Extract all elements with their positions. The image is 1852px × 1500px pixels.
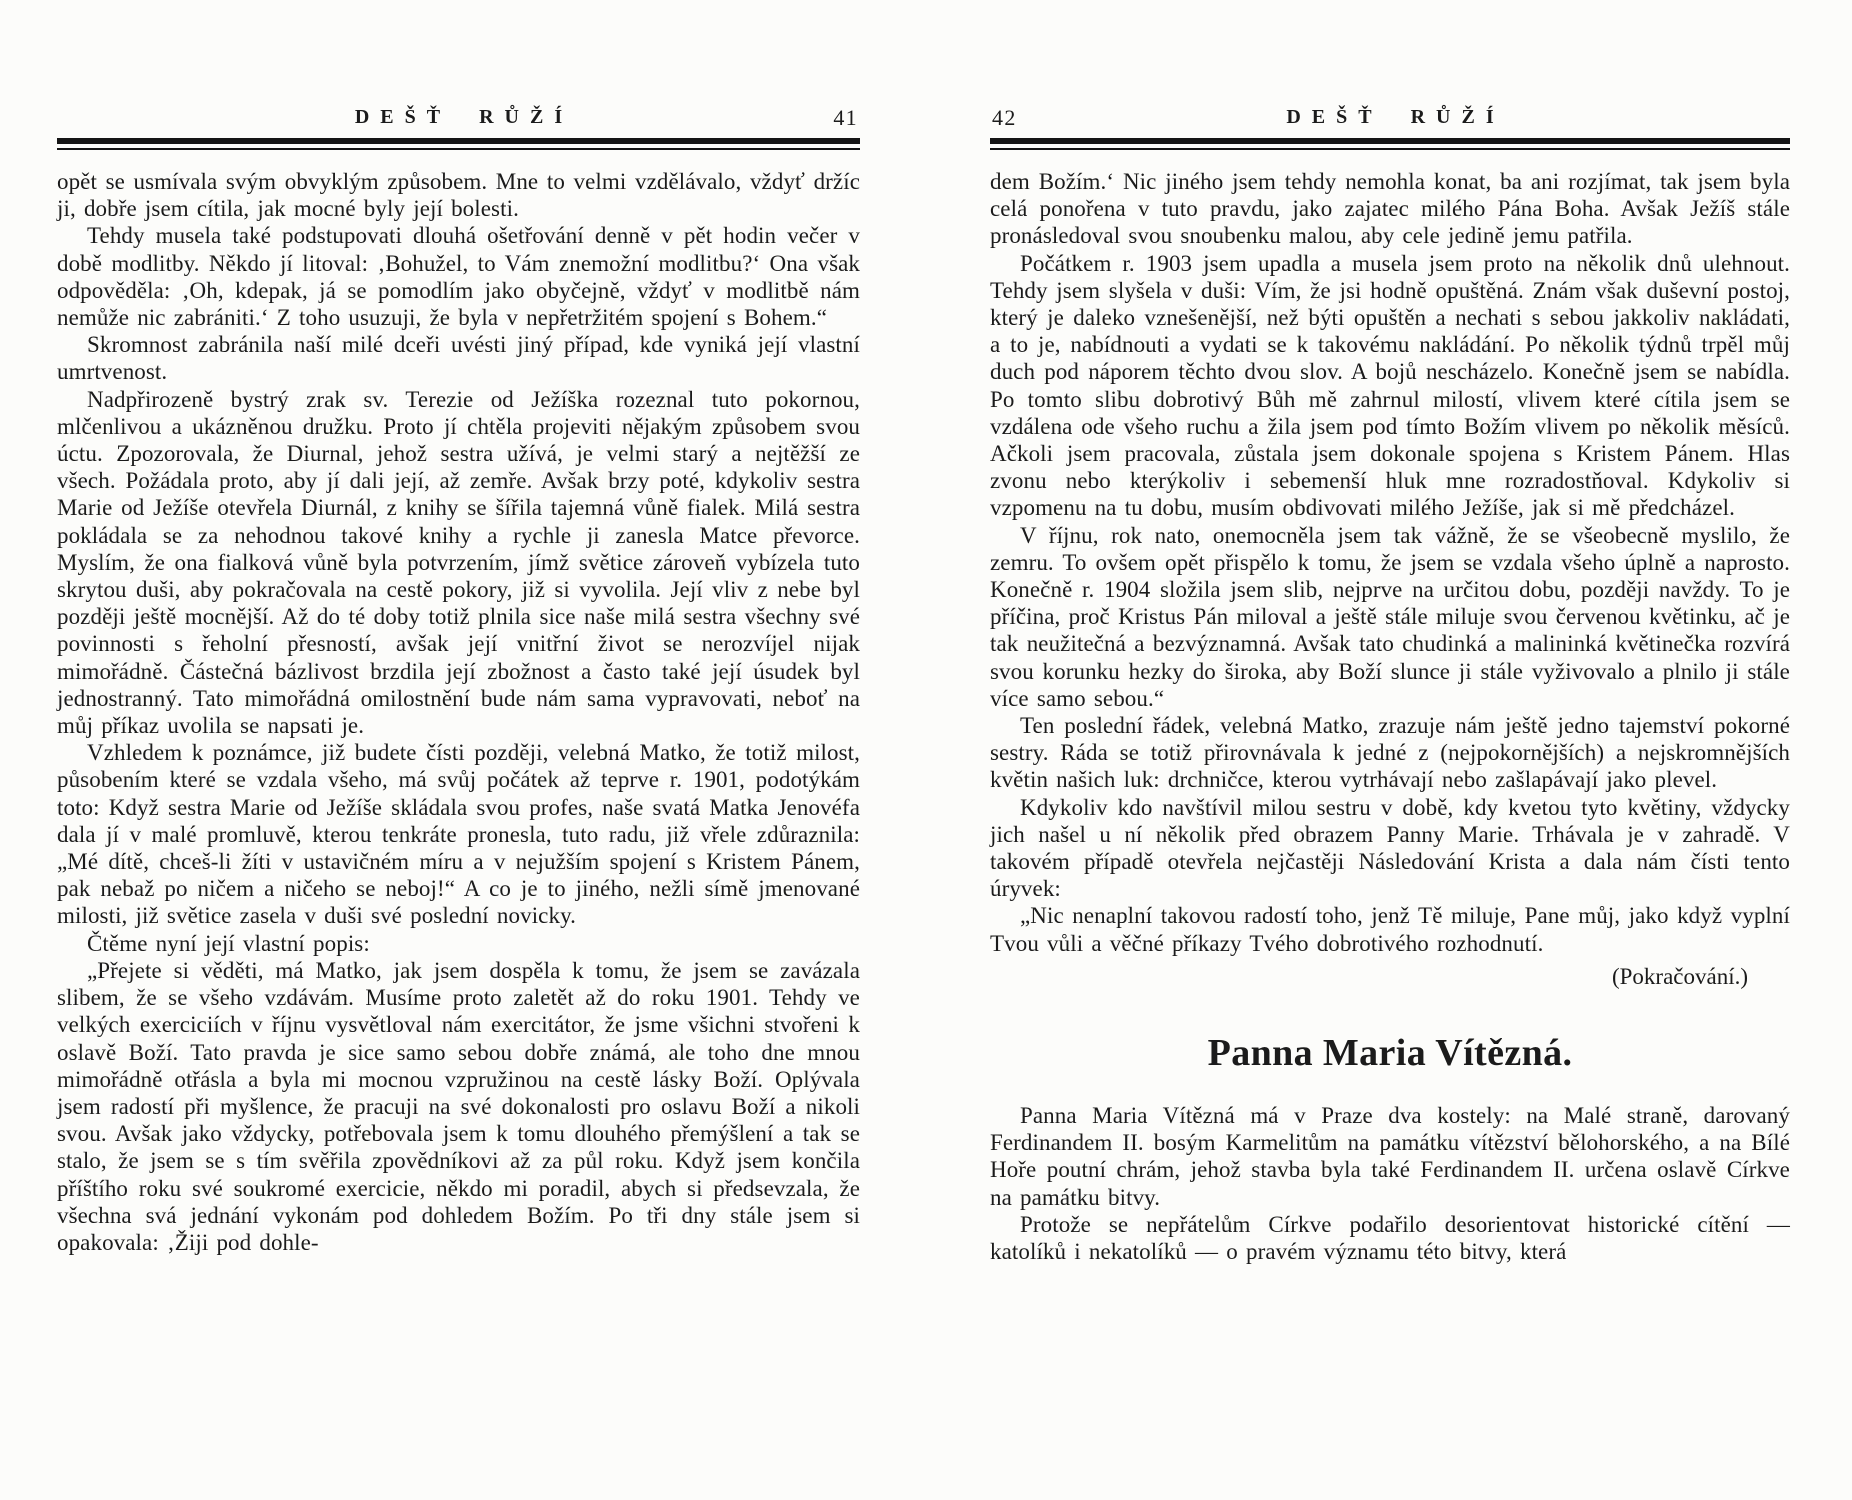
- paragraph: Skromnost zabránila naší milé dceři uvésti jiný případ, kde vyniká její vlastní umrtvenost.: [57, 332, 860, 385]
- continuation-note: (Pokračování.): [1611, 963, 1748, 989]
- page-body-left: [57, 168, 860, 1256]
- paragraph: Protože se nepřátelům Církve podařilo desorientovat historické cítění — katolíků i nekatolíků — o pravém významu této bitvy, která: [990, 1211, 1790, 1264]
- paragraph: Počátkem r. 1903 jsem upadla a musela jsem proto na několik dnů ulehnout. Tehdy jsem slyšela v duši: Vím, že jsi hodně opuštěná. Znám však duševní postoj, který je daleko vznešenější, než býti opuštěn a nechati s sebou jakkoliv nakládati, a to je, nabídnouti a vydati se k takovému nakládání. Po několik týdnů trpěl můj duch pod náporem těchto dvou slov. A bojů nescházelo. Konečně jsem se nabídla. Po tomto slibu dobrotivý Bůh mě zahrnul milostí, vlivem které cítila jsem se vzdálena ode všeho ruchu a žila jsem pod tímto Božím vlivem po několik měsíců. Ačkoli jsem pracovala, zůstala jsem dokonale spojena s Kristem Pánem. Hlas zvonu nebo kterýkoliv i sebemenší hluk mne rozradostňoval. Kdykoliv si vzpomenu na tu dobu, musím obdivovati milého Ježíše, jak si mě předcházel.: [990, 250, 1790, 521]
- page-number-42: 42: [992, 105, 1017, 130]
- paragraph: Čtěme nyní její vlastní popis:: [87, 930, 370, 956]
- running-title-left: DEŠŤ RŮŽÍ: [354, 106, 574, 128]
- page-42: [990, 104, 1790, 1265]
- paragraph: Ten poslední řádek, velebná Matko, zrazuje nám ještě jedno tajemství pokorné sestry. Ráda se totiž přirovnávala k jedné z (nejpokornějších) a nejskromnějších květin našich luk: drchničce, kterou vytrhávají nebo zašlapávají jako plevel.: [990, 713, 1790, 793]
- paragraph: Nadpřirozeně bystrý zrak sv. Terezie od Ježíška rozeznal tuto pokornou, mlčenlivou a ukázněnou družku. Proto jí chtěla projeviti nějakým způsobem svou úctu. Zpozorovala, že Diurnal, jehož sestra užívá, je velmi starý a nejtěžší ze všech. Požádala proto, aby jí dali její, až zemře. Avšak brzy poté, kdykoliv sestra Marie od Ježíše otevřela Diurnál, z knihy se šířila tajemná vůně fialek. Milá sestra pokládala se za nehodnou takové knihy a rychle ji zanesla Matce převorce. Myslím, že ona fialková vůně byla potvrzením, jímž světice zároveň vybízela tuto skrytou duši, aby pokračovala na cestě pokory, již si vyvolila. Její vliv z nebe byl později ještě mocnější. Až do té doby totiž plnila sice naše milá sestra všechny své povinnosti s řeholní přesností, avšak její vnitřní život se nerozvíjel nijak mimořádně. Částečná bázlivost brzdila její zbožnost a často také její úsudek byl jednostranný. Tato mimořádná omilostnění bude nám sama vypravovati, neboť na můj příkaz uvolila se napsati je.: [57, 386, 860, 739]
- paragraph: opět se usmívala svým obvyklým způsobem. Mne to velmi vzdělávalo, vždyť držíc ji, dobře jsem cítila, jak mocné byly její bolesti.: [57, 169, 860, 222]
- running-title-right: DEŠŤ RŮŽÍ: [1286, 106, 1505, 128]
- paragraph: Vzhledem k poznámce, již budete čísti později, velebná Matko, že totiž milost, působením které se vzdala všeho, má svůj počátek až teprve r. 1901, podotýkám toto: Když sestra Marie od Ježíše skládala svou profes, naše svatá Matka Jenovéfa dala jí v malé promluvě, kterou tenkráte pronesla, tuto radu, již vřele zdůraznila: „Mé dítě, chceš-li žíti v ustavičném míru a v nejužším spojení s Kristem Pánem, pak nebaž po ničem a ničeho se neboj!“ A co je to jiného, nežli símě jmenované milosti, již světice zasela v duši své poslední novicky.: [57, 740, 860, 929]
- paragraph: Tehdy musela také podstupovati dlouhá ošetřování denně v pět hodin večer v době modlitby. Někdo jí litoval: ‚Bohužel, to Vám znemožní modlitbu?‘ Ona však odpověděla: ‚Oh, kdepak, já se pomodlím jako obyčejně, vždyť v modlitbě nám nemůže nic zabrániti.‘ Z toho usuzuji, že byla v nepřetržitém spojení s Bohem.“: [57, 223, 860, 331]
- header-rule-left: [57, 138, 860, 150]
- section-body: [990, 1102, 1790, 1265]
- header-rule-right: [990, 138, 1790, 150]
- page-header-right: [990, 104, 1790, 156]
- section-heading: Panna Maria Vítězná.: [1207, 1031, 1573, 1074]
- paragraph: Panna Maria Vítězná má v Praze dva kostely: na Malé straně, darovaný Ferdinandem II. bosým Karmelitům na památku vítězství bělohorského, a na Bílé Hoře poutní chrám, jehož stavba byla také Ferdinandem II. určena oslavě Církve na památku bitvy.: [990, 1102, 1790, 1210]
- paragraph: Kdykoliv kdo navštívil milou sestru v době, kdy kvetou tyto květiny, vždycky jich našel u ní několik před obrazem Panny Marie. Trhávala je v zahradě. V takovém případě otevřela nejčastěji Následování Krista a dala nám čísti tento úryvek:: [990, 794, 1790, 902]
- page-body-right: [990, 168, 1790, 957]
- paragraph: V říjnu, rok nato, onemocněla jsem tak vážně, že se všeobecně myslilo, že zemru. To ovšem opět přispělo k tomu, že jsem se vzdala všeho úplně a naprosto. Konečně r. 1904 složila jsem slib, nejprve na určitou dobu, později navždy. To je příčina, proč Kristus Pán miloval a ještě stále miluje svou červenou květinku, ač je tak neužitečná a bezvýznamná. Avšak tato chudinká a malininká květinečka rozvírá svou korunku hezky do široka, aby Boží slunce ji stále vyživovalo a plnilo ji stále více samo sebou.“: [990, 522, 1790, 711]
- paragraph: „Přejete si věděti, má Matko, jak jsem dospěla k tomu, že jsem se zavázala slibem, že se všeho vzdávám. Musíme proto zaletět až do roku 1901. Tehdy ve velkých exerciciích v říjnu vysvětloval nám exercitátor, že jsme všichni stvořeni k oslavě Boží. Tato pravda je sice samo sebou dobře známá, ale toho dne mnou mimořádně otřásla a byla mi mocnou vzpružinou na cestě lásky Boží. Oplývala jsem radostí při myšlence, že pracuji na své dokonalosti pro oslavu Boží a nikoli svou. Avšak jako vždycky, potřebovala jsem k tomu dlouhého přemýšlení a tak se stalo, že jsem se s tím svěřila zpovědníkovi až za půl roku. Když jsem končila příštího roku své soukromé exercicie, někdo mi poradil, abych si předsevzala, že všechna svá jednání vykonám pod dohledem Božím. Po tři dny stále jsem si opakovala: ‚Žiji pod dohle-: [57, 957, 860, 1255]
- page-number-41: 41: [833, 105, 858, 130]
- page-41: [57, 104, 860, 1256]
- page-header-left: [57, 104, 860, 156]
- paragraph: dem Božím.‘ Nic jiného jsem tehdy nemohla konat, ba ani rozjímat, tak jsem byla celá ponořena v tuto pravdu, jako zajatec milého Pána Boha. Avšak Ježíš stále pronásledoval svou snoubenku malou, aby cele jedině jemu patřila.: [990, 169, 1790, 249]
- paragraph: „Nic nenaplní takovou radostí toho, jenž Tě miluje, Pane můj, jako když vyplní Tvou vůli a věčné příkazy Tvého dobrotivého rozhodnutí.: [990, 903, 1790, 956]
